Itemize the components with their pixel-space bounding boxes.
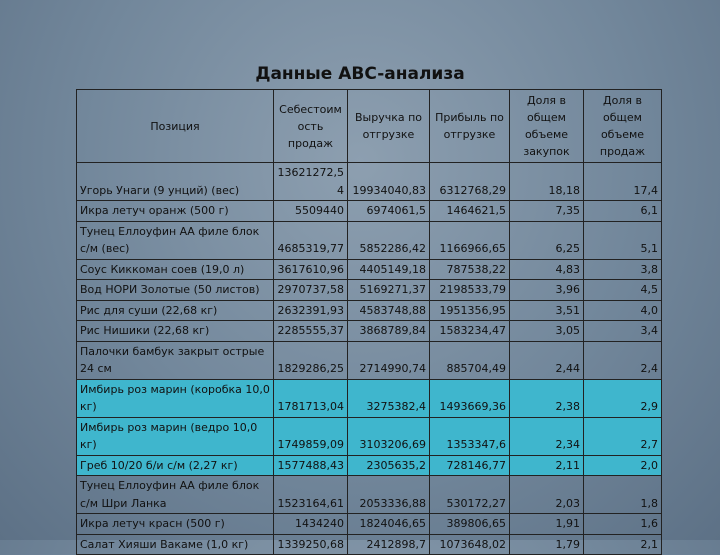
cell-share-sales: 2,1	[584, 534, 662, 555]
cell-cost: 3617610,96	[274, 259, 348, 280]
cell-cost: 13621272,54	[274, 163, 348, 201]
cell-share-sales: 17,4	[584, 163, 662, 201]
cell-revenue: 3868789,84	[348, 321, 430, 342]
cell-position: Угорь Унаги (9 унций) (вес)	[77, 163, 274, 201]
header-profit: Прибыль по отгрузке	[430, 90, 510, 163]
cell-share-sales: 2,9	[584, 379, 662, 417]
cell-revenue: 2412898,7	[348, 534, 430, 555]
cell-share-sales: 4,5	[584, 280, 662, 301]
cell-revenue: 5169271,37	[348, 280, 430, 301]
cell-profit: 787538,22	[430, 259, 510, 280]
cell-revenue: 4405149,18	[348, 259, 430, 280]
table-row	[77, 514, 662, 535]
table-row	[77, 163, 662, 201]
cell-position: Палочки бамбук закрыт острые 24 см	[77, 341, 274, 379]
cell-cost: 2632391,93	[274, 300, 348, 321]
cell-revenue: 1824046,65	[348, 514, 430, 535]
table-row	[77, 379, 662, 417]
cell-cost: 5509440	[274, 201, 348, 222]
table-row	[77, 280, 662, 301]
cell-share-purchase: 1,79	[510, 534, 584, 555]
cell-profit: 1166966,65	[430, 221, 510, 259]
cell-cost: 1829286,25	[274, 341, 348, 379]
cell-position: Икра летуч оранж (500 г)	[77, 201, 274, 222]
cell-share-sales: 3,8	[584, 259, 662, 280]
cell-revenue: 4583748,88	[348, 300, 430, 321]
cell-profit: 885704,49	[430, 341, 510, 379]
cell-share-purchase: 3,05	[510, 321, 584, 342]
cell-share-sales: 2,4	[584, 341, 662, 379]
table-row	[77, 341, 662, 379]
cell-cost: 1781713,04	[274, 379, 348, 417]
cell-profit: 389806,65	[430, 514, 510, 535]
table-row	[77, 201, 662, 222]
header-share-purchase: Доля в общем объеме закупок	[510, 90, 584, 163]
cell-revenue: 2305635,2	[348, 455, 430, 476]
cell-position: Рис для суши (22,68 кг)	[77, 300, 274, 321]
cell-position: Соус Киккоман соев (19,0 л)	[77, 259, 274, 280]
cell-share-sales: 4,0	[584, 300, 662, 321]
cell-profit: 530172,27	[430, 476, 510, 514]
cell-cost: 4685319,77	[274, 221, 348, 259]
header-revenue: Выручка по отгрузке	[348, 90, 430, 163]
abc-analysis-table	[76, 89, 662, 555]
cell-position: Вод НОРИ Золотые (50 листов)	[77, 280, 274, 301]
cell-cost: 1434240	[274, 514, 348, 535]
cell-position: Греб 10/20 б/и с/м (2,27 кг)	[77, 455, 274, 476]
cell-share-sales: 3,4	[584, 321, 662, 342]
cell-revenue: 3103206,69	[348, 417, 430, 455]
cell-share-purchase: 2,44	[510, 341, 584, 379]
table-header-row	[77, 90, 662, 163]
cell-profit: 2198533,79	[430, 280, 510, 301]
cell-profit: 1583234,47	[430, 321, 510, 342]
cell-share-purchase: 3,51	[510, 300, 584, 321]
header-share-sales: Доля в общем объеме продаж	[584, 90, 662, 163]
cell-profit: 1073648,02	[430, 534, 510, 555]
cell-share-sales: 6,1	[584, 201, 662, 222]
cell-share-purchase: 6,25	[510, 221, 584, 259]
table-row	[77, 417, 662, 455]
cell-position: Тунец Еллоуфин АА филе блок с/м (вес)	[77, 221, 274, 259]
cell-cost: 1523164,61	[274, 476, 348, 514]
cell-position: Салат Хияши Вакаме (1,0 кг)	[77, 534, 274, 555]
cell-position: Имбирь роз марин (коробка 10,0 кг)	[77, 379, 274, 417]
cell-share-purchase: 1,91	[510, 514, 584, 535]
table-body	[77, 163, 662, 555]
table-row	[77, 455, 662, 476]
header-cost: Себестоим ость продаж	[274, 90, 348, 163]
cell-revenue: 5852286,42	[348, 221, 430, 259]
cell-revenue: 2714990,74	[348, 341, 430, 379]
cell-share-purchase: 2,03	[510, 476, 584, 514]
table-row	[77, 221, 662, 259]
cell-cost: 1577488,43	[274, 455, 348, 476]
cell-share-purchase: 2,34	[510, 417, 584, 455]
cell-share-sales: 1,6	[584, 514, 662, 535]
cell-share-purchase: 18,18	[510, 163, 584, 201]
cell-share-purchase: 3,96	[510, 280, 584, 301]
header-position: Позиция	[77, 90, 274, 163]
cell-share-purchase: 2,38	[510, 379, 584, 417]
cell-share-purchase: 2,11	[510, 455, 584, 476]
page-title: Данные ABC-анализа	[255, 64, 465, 84]
cell-position: Рис Нишики (22,68 кг)	[77, 321, 274, 342]
cell-cost: 1749859,09	[274, 417, 348, 455]
cell-profit: 1353347,6	[430, 417, 510, 455]
cell-position: Имбирь роз марин (ведро 10,0 кг)	[77, 417, 274, 455]
cell-share-purchase: 4,83	[510, 259, 584, 280]
cell-share-sales: 5,1	[584, 221, 662, 259]
cell-revenue: 6974061,5	[348, 201, 430, 222]
cell-profit: 6312768,29	[430, 163, 510, 201]
cell-share-purchase: 7,35	[510, 201, 584, 222]
table-row	[77, 259, 662, 280]
cell-revenue: 19934040,83	[348, 163, 430, 201]
cell-share-sales: 2,0	[584, 455, 662, 476]
cell-share-sales: 1,8	[584, 476, 662, 514]
cell-cost: 1339250,68	[274, 534, 348, 555]
table-row	[77, 476, 662, 514]
cell-revenue: 3275382,4	[348, 379, 430, 417]
table-row	[77, 321, 662, 342]
table-row	[77, 534, 662, 555]
cell-profit: 1464621,5	[430, 201, 510, 222]
cell-cost: 2970737,58	[274, 280, 348, 301]
cell-profit: 1493669,36	[430, 379, 510, 417]
cell-share-sales: 2,7	[584, 417, 662, 455]
cell-position: Икра летуч красн (500 г)	[77, 514, 274, 535]
cell-position: Тунец Еллоуфин АА филе блок с/м Шри Ланка	[77, 476, 274, 514]
cell-cost: 2285555,37	[274, 321, 348, 342]
cell-profit: 728146,77	[430, 455, 510, 476]
cell-revenue: 2053336,88	[348, 476, 430, 514]
cell-profit: 1951356,95	[430, 300, 510, 321]
table-row	[77, 300, 662, 321]
